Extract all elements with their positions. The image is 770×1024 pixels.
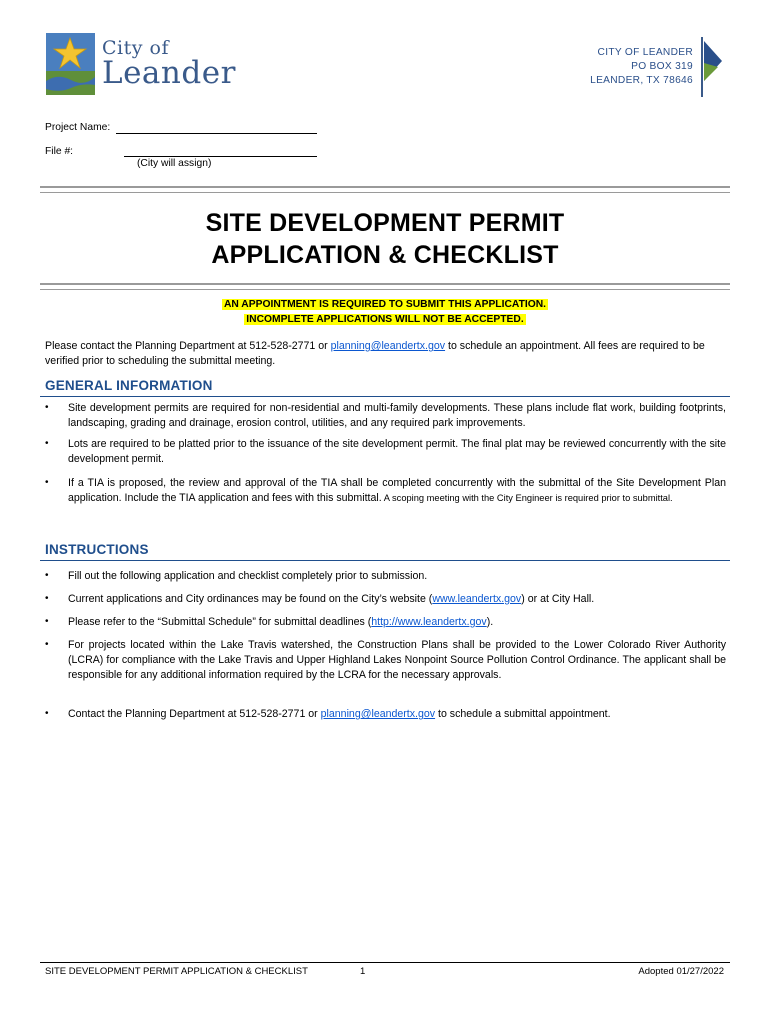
- list-item-text: Please refer to the “Submittal Schedule” for submittal deadlines (: [68, 616, 372, 628]
- section-rule: [40, 396, 730, 397]
- logo-text-leander: Leander: [102, 55, 236, 91]
- list-item: [68, 707, 726, 722]
- notice-highlight: INCOMPLETE APPLICATIONS WILL NOT BE ACCEPTED.: [246, 314, 524, 325]
- planning-email-link[interactable]: planning@leandertx.gov: [330, 340, 446, 352]
- incomplete-notice: [0, 314, 770, 325]
- list-item: Site development permits are required for non-residential and multi-family developments. These plans include flat work, building footprints, landscaping, grading and drainage, erosion control, utilities, and any required park improvements.: [68, 402, 726, 429]
- bullet-icon: •: [45, 639, 49, 650]
- footer-document-title: SITE DEVELOPMENT PERMIT APPLICATION & CHECKLIST: [45, 966, 308, 977]
- list-item-text: Current applications and City ordinances may be found on the City’s website (: [68, 593, 433, 605]
- list-item-note: A scoping meeting with the City Engineer is required prior to submittal.: [381, 493, 673, 503]
- bullet-icon: •: [45, 438, 49, 449]
- intro-text: Please contact the Planning Department at 512-528-2771 or: [45, 340, 331, 352]
- project-name-underline: [116, 133, 317, 134]
- city-logo: [46, 33, 246, 99]
- bullet-icon: •: [45, 616, 49, 627]
- list-item: Lots are required to be platted prior to the issuance of the site development permit. The final plat may be reviewed concurrently with the site development permit.: [68, 438, 726, 465]
- project-name-label: Project Name:: [45, 122, 111, 133]
- header-divider: [40, 186, 730, 193]
- address-line: CITY OF LEANDER: [597, 47, 693, 58]
- list-item-text: If a TIA is proposed, the review and approval of the TIA shall be completed concurrently with the submittal of the Site Development Plan application. Include the TIA application and fees with this submittal.: [68, 477, 726, 504]
- logo-text-city-of: City of: [102, 37, 169, 59]
- file-number-label: File #:: [45, 146, 74, 157]
- appointment-notice: [0, 299, 770, 310]
- list-item-text: ).: [486, 616, 494, 628]
- intro-paragraph: [45, 339, 730, 369]
- list-item-text: Contact the Planning Department at 512-528-2771 or: [68, 708, 321, 720]
- bullet-icon: •: [45, 570, 49, 581]
- file-number-hint: (City will assign): [137, 158, 212, 169]
- list-item: [68, 592, 726, 607]
- title-divider: [40, 283, 730, 290]
- page-title-line1: SITE DEVELOPMENT PERMIT: [205, 209, 565, 237]
- address-divider: [701, 37, 703, 97]
- submittal-schedule-link[interactable]: http://www.leandertx.gov: [371, 616, 487, 628]
- section-rule: [40, 560, 730, 561]
- logo-emblem-icon: [46, 33, 95, 95]
- footer-adopted-date: Adopted 01/27/2022: [638, 966, 724, 977]
- file-number-underline: [124, 156, 317, 157]
- list-item-text: ) or at City Hall.: [521, 593, 595, 605]
- planning-email-link[interactable]: planning@leandertx.gov: [320, 708, 436, 720]
- address-line: LEANDER, TX 78646: [590, 75, 693, 86]
- bullet-icon: •: [45, 402, 49, 413]
- general-information-heading: GENERAL INFORMATION: [45, 378, 213, 393]
- address-line: PO BOX 319: [631, 61, 693, 72]
- instructions-heading: INSTRUCTIONS: [45, 542, 149, 557]
- list-item-text: to schedule a submittal appointment.: [435, 708, 611, 720]
- list-item: [68, 615, 726, 630]
- bullet-icon: •: [45, 477, 49, 488]
- file-number-field[interactable]: [124, 143, 316, 156]
- list-item: For projects located within the Lake Travis watershed, the Construction Plans shall be provided to the Lower Colorado River Authority (LCRA) for compliance with the Lake Travis and Upper Highland Lakes Nonpoint Source Pollution Control Ordinance. The applicant shall be responsible for any additional information required by the LCRA for the necessary approvals.: [68, 639, 726, 681]
- bullet-icon: •: [45, 593, 49, 604]
- city-website-link[interactable]: www.leandertx.gov: [432, 593, 522, 605]
- bullet-icon: •: [45, 708, 49, 719]
- list-item: Fill out the following application and checklist completely prior to submission.: [68, 570, 428, 582]
- list-item: [68, 476, 726, 506]
- city-address: [590, 46, 693, 88]
- chevron-right-icon: [704, 41, 724, 81]
- notice-highlight: AN APPOINTMENT IS REQUIRED TO SUBMIT THIS APPLICATION.: [223, 299, 547, 310]
- footer-divider: [40, 962, 730, 963]
- intro-text: to schedule an appointment. All fees are required to be verified prior to scheduling the submittal meeting.: [45, 340, 705, 367]
- page-title-line2: APPLICATION & CHECKLIST: [211, 241, 559, 269]
- project-name-field[interactable]: [116, 120, 316, 133]
- page-number: 1: [360, 966, 366, 977]
